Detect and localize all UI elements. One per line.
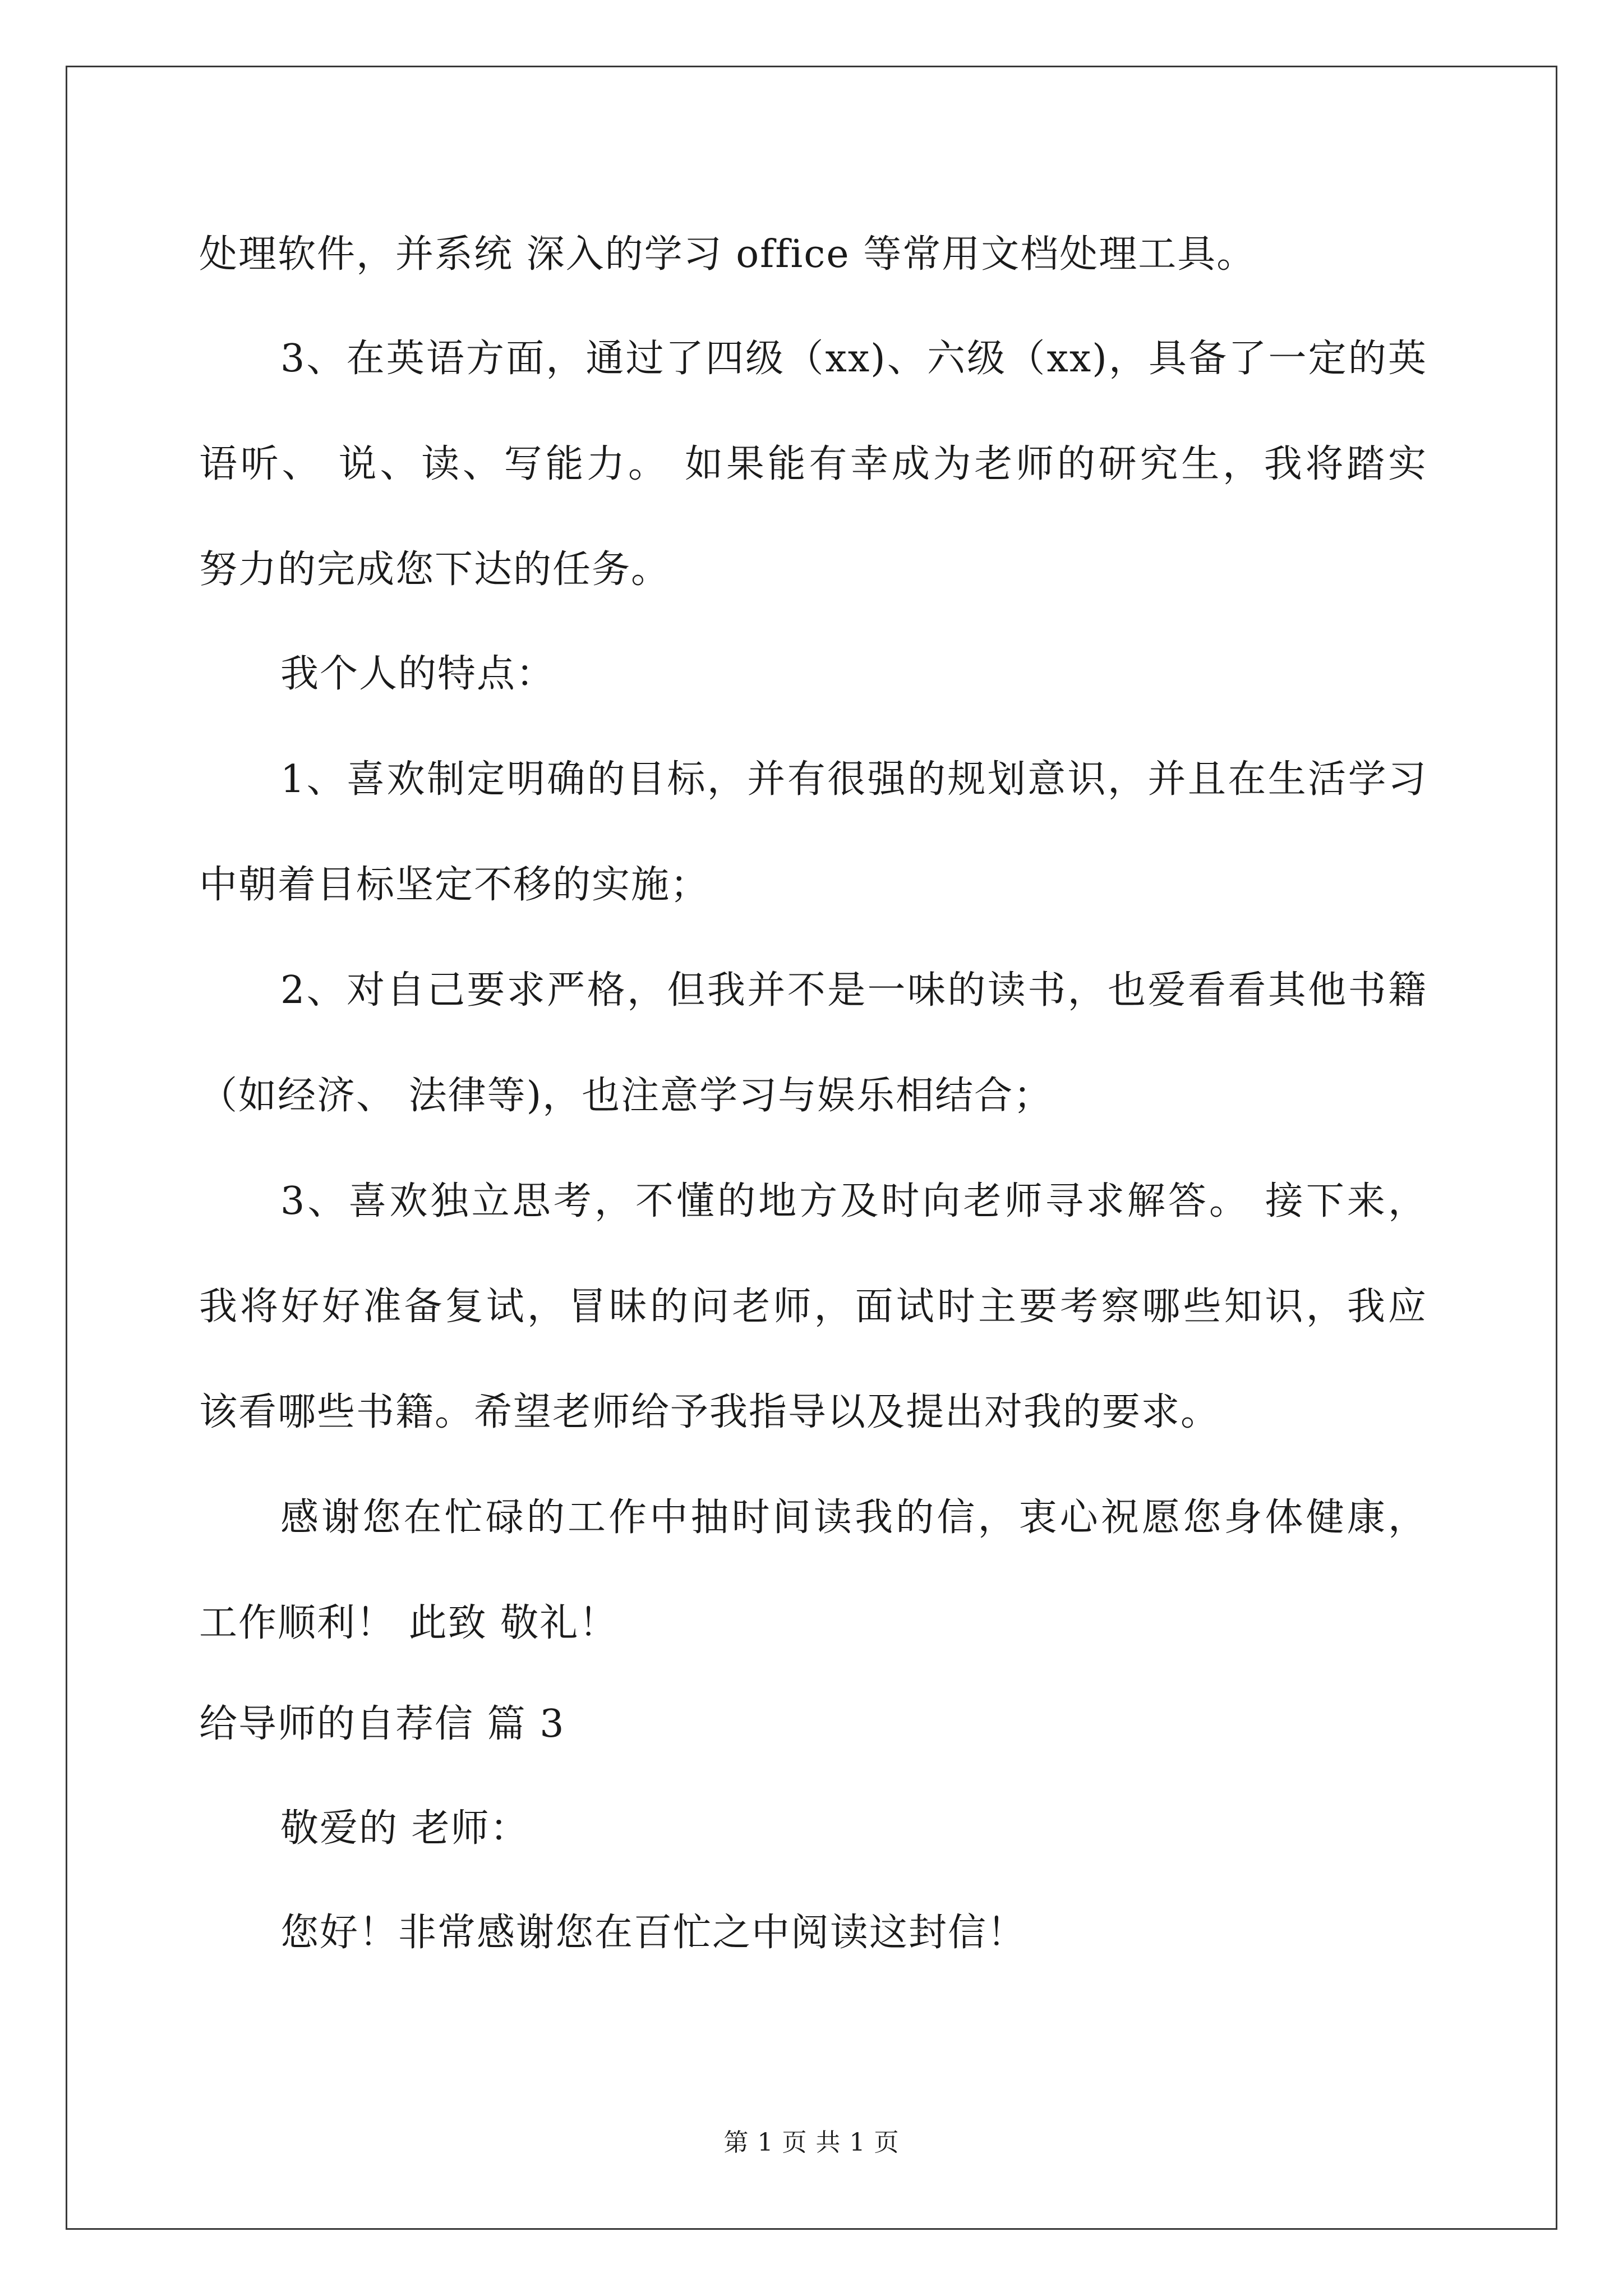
text-line: （如经济、 法律等)，也注意学习与娱乐相结合； — [199, 1074, 1053, 1118]
text-line: 中朝着目标坚定不移的实施； — [199, 863, 710, 907]
text-line: 我个人的特点： — [280, 652, 556, 696]
text-line: 我将好好准备复试，冒昧的问老师，面试时主要考察哪些知识，我应 — [199, 1285, 1427, 1329]
text-line: 1、喜欢制定明确的目标，并有很强的规划意识，并且在生活学习 — [280, 757, 1427, 802]
text-line: 处理软件，并系统 深入的学习 office 等常用文档处理工具。 — [199, 232, 1256, 277]
text-line: 2、对自己要求严格，但我并不是一味的读书，也爱看看其他书籍 — [280, 968, 1427, 1013]
text-line: 您好！非常感谢您在百忙之中阅读这封信！ — [280, 1911, 1027, 1955]
text-line: 努力的完成您下达的任务。 — [199, 547, 671, 592]
text-line: 3、喜欢独立思考，不懂的地方及时向老师寻求解答。 接下来， — [280, 1179, 1427, 1223]
text-line: 3、在英语方面，通过了四级（xx)、六级（xx)，具备了一定的英 — [280, 337, 1427, 381]
section-heading: 给导师的自荐信 篇 3 — [199, 1702, 565, 1746]
page-footer: 第 1 页 共 1 页 — [723, 2128, 900, 2157]
salutation: 敬爱的 老师： — [280, 1806, 529, 1851]
text-line: 感谢您在忙碌的工作中抽时间读我的信，衷心祝愿您身体健康， — [280, 1496, 1427, 1540]
text-line: 工作顺利！ 此致 敬礼！ — [199, 1601, 619, 1645]
text-line: 该看哪些书籍。希望老师给予我指导以及提出对我的要求。 — [199, 1390, 1220, 1434]
text-line: 语听、 说、读、写能力。 如果能有幸成为老师的研究生，我将踏实 — [199, 442, 1427, 486]
page-border — [66, 66, 1557, 2230]
